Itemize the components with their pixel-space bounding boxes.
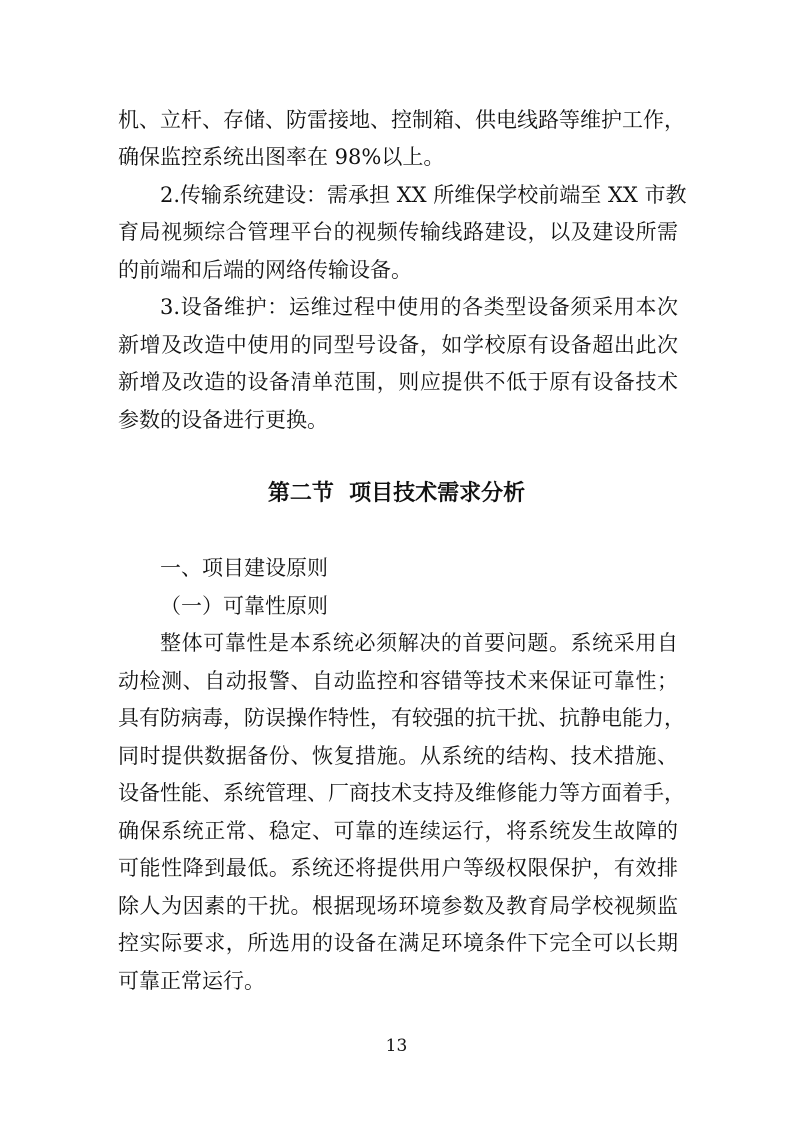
body-text-line: 新增及改造的设备清单范围，则应提供不低于原有设备技术: [118, 370, 678, 394]
body-text-line: 参数的设备进行更换。: [118, 408, 328, 432]
body-text-line: 机、立杆、存储、防雷接地、控制箱、供电线路等维护工作，: [118, 108, 685, 132]
body-text-line: 控实际要求，所选用的设备在满足环境条件下完全可以长期: [118, 931, 678, 955]
body-text-line: 动检测、自动报警、自动监控和容错等技术来保证可靠性；: [118, 669, 678, 693]
body-text-line: 同时提供数据备份、恢复措施。从系统的结构、技术措施、: [118, 744, 678, 768]
section-heading: 第二节 项目技术需求分析: [267, 481, 526, 506]
body-text-line: 整体可靠性是本系统必须解决的首要问题。系统采用自: [160, 631, 678, 655]
page-number: 13: [385, 1036, 408, 1056]
subheading-principles: 一、项目建设原则: [160, 556, 328, 580]
body-text-line: 2.传输系统建设：需承担 XX 所维保学校前端至 XX 市教: [160, 183, 687, 207]
body-text-line: 新增及改造中使用的同型号设备，如学校原有设备超出此次: [118, 333, 678, 357]
body-text-line: 的前端和后端的网络传输设备。: [118, 258, 412, 282]
body-text-line: 育局视频综合管理平台的视频传输线路建设，以及建设所需: [118, 220, 678, 244]
body-text-line: 除人为因素的干扰。根据现场环境参数及教育局学校视频监: [118, 894, 678, 918]
body-text-line: 可能性降到最低。系统还将提供用户等级权限保护，有效排: [118, 856, 678, 880]
body-text-line: 3.设备维护：运维过程中使用的各类型设备须采用本次: [160, 295, 678, 319]
body-text-line: 可靠正常运行。: [118, 969, 265, 993]
subheading-reliability: （一）可靠性原则: [160, 594, 328, 618]
body-text-line: 具有防病毒，防误操作特性，有较强的抗干扰、抗静电能力，: [118, 706, 685, 730]
body-text-line: 确保监控系统出图率在 98%以上。: [118, 145, 445, 169]
body-text-line: 确保系统正常、稳定、可靠的连续运行，将系统发生故障的: [118, 819, 678, 843]
body-text-line: 设备性能、系统管理、厂商技术支持及维修能力等方面着手，: [118, 781, 685, 805]
